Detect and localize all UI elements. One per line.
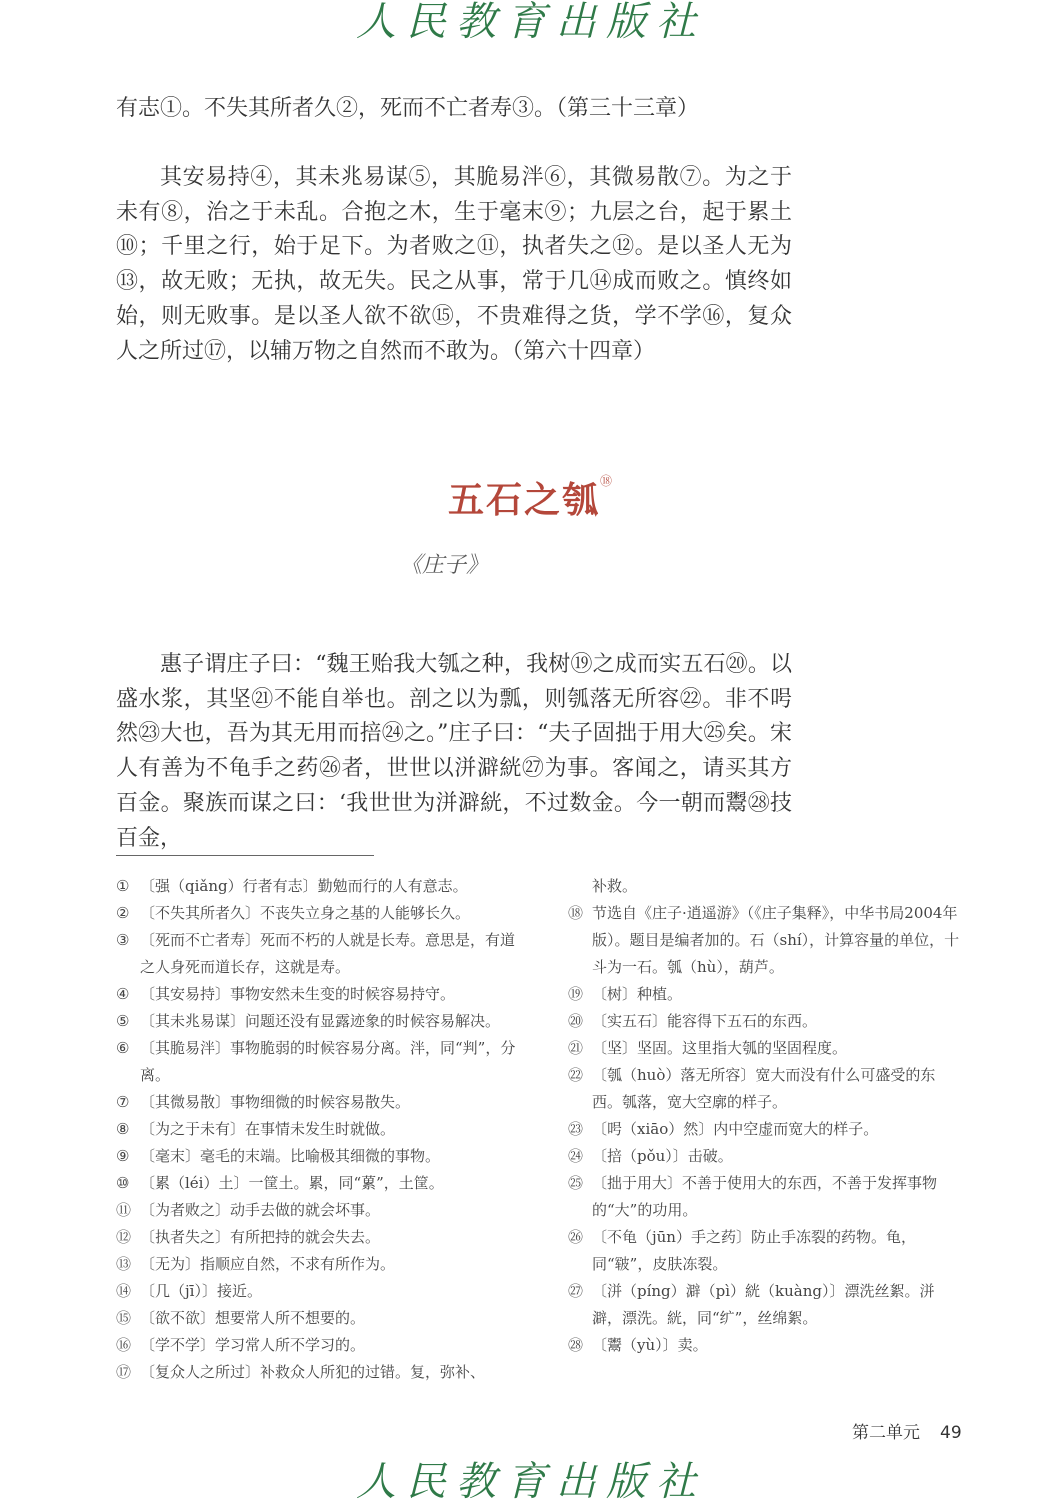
footnote-text: 〔洴（píng）澼（pì）絖（kuàng）〕漂洗丝絮。洴澼，漂洗。絖，同“纩”，丝绵絮。 xyxy=(592,1282,935,1327)
footnote-item xyxy=(116,1359,518,1386)
footnote-number: ⑳ xyxy=(568,1012,584,1030)
footnote-item xyxy=(116,1170,518,1197)
footnote-number: ㉔ xyxy=(568,1147,584,1165)
footnote-item xyxy=(116,900,518,927)
footnote-number: ㉗ xyxy=(568,1282,584,1300)
footnote-number: ⑥ xyxy=(116,1039,130,1057)
footnote-item xyxy=(568,1278,962,1332)
footnote-text: 〔欲不欲〕想要常人所不想要的。 xyxy=(140,1309,366,1327)
footnote-number: ㉒ xyxy=(568,1066,584,1084)
footnote-text: 〔几（jī）〕接近。 xyxy=(140,1282,262,1300)
footnote-number: ㉑ xyxy=(568,1039,584,1057)
footnote-number: ① xyxy=(116,877,130,895)
text-paragraph-2: 其安易持④，其未兆易谋⑤，其脆易泮⑥，其微易散⑦。为之于未有⑧，治之于未乱。合抱之木，生于毫末⑨；九层之台，起于累土⑩；千里之行，始于足下。为者败之⑪，执者失之⑫。是以圣人无为⑬，故无败；无执，故无失。民之从事，常于几⑭成而败之。慎终如始，则无败事。是以圣人欲不欲⑮，不贵难得之货，学不学⑯，复众人之所过⑰，以辅万物之自然而不敢为。（第六十四章） xyxy=(116,165,792,364)
footnote-text: 〔树〕种植。 xyxy=(592,985,683,1003)
footnote-number: ⑤ xyxy=(116,1012,130,1030)
footnote-item xyxy=(116,1332,518,1359)
footnote-number: ⑧ xyxy=(116,1120,130,1138)
footnote-text: 〔复众人之所过〕补救众人所犯的过错。复，弥补、 xyxy=(140,1363,486,1381)
footnote-number: ⑮ xyxy=(116,1309,132,1327)
footnote-item xyxy=(568,873,962,900)
footnote-text: 〔鬻（yù）〕卖。 xyxy=(592,1336,708,1354)
footnote-text: 〔执者失之〕有所把持的就会失去。 xyxy=(140,1228,381,1246)
footnote-text: 〔其未兆易谋〕问题还没有显露迹象的时候容易解决。 xyxy=(140,1012,501,1030)
footnote-number: ⑦ xyxy=(116,1093,130,1111)
source-author: 《庄子》 xyxy=(400,553,489,578)
page-number: 49 xyxy=(940,1423,962,1443)
footnote-item xyxy=(568,1170,962,1224)
footnote-text: 〔无为〕指顺应自然，不求有所作为。 xyxy=(140,1255,396,1273)
footnote-item xyxy=(568,1224,962,1278)
footnote-number: ⑱ xyxy=(568,904,584,922)
footnote-text: 〔掊（pǒu）〕击破。 xyxy=(592,1147,733,1165)
footnote-text: 〔不龟（jūn）手之药〕防止手冻裂的药物。龟，同“皲”，皮肤冻裂。 xyxy=(592,1228,916,1273)
footnote-text: 〔学不学〕学习常人所不学习的。 xyxy=(140,1336,366,1354)
footnote-item xyxy=(116,1089,518,1116)
section-title-text: 五石之瓠 xyxy=(447,479,600,521)
footnote-text: 〔为之于未有〕在事情未发生时就做。 xyxy=(140,1120,396,1138)
footnote-item xyxy=(116,1305,518,1332)
footnote-text: 〔拙于用大〕不善于使用大的东西，不善于发挥事物的“大”的功用。 xyxy=(592,1174,938,1219)
footnote-number xyxy=(568,873,592,900)
footnote-divider xyxy=(116,855,374,856)
footnotes-right-column xyxy=(568,873,962,1359)
footnote-item xyxy=(116,1116,518,1143)
footnote-item xyxy=(568,1008,962,1035)
publisher-watermark-bottom: 人民教育出版社 xyxy=(356,1459,706,1505)
footnote-item xyxy=(116,1008,518,1035)
footnote-number: ㉖ xyxy=(568,1228,584,1246)
footnote-item xyxy=(116,1035,518,1089)
footnote-number: ⑰ xyxy=(116,1363,132,1381)
footnote-text: 〔毫末〕毫毛的末端。比喻极其细微的事物。 xyxy=(140,1147,441,1165)
footnote-number: ⑬ xyxy=(116,1255,132,1273)
text-paragraph-3: 惠子谓庄子曰：“魏王贻我大瓠之种，我树⑲之成而实五石⑳。以盛水浆，其坚㉑不能自举也。剖之以为瓢，则瓠落无所容㉒。非不呺然㉓大也，吾为其无用而掊㉔之。”庄子曰：“夫子固拙于用大㉕矣。宋人有善为不龟手之药㉖者，世世以洴澼絖㉗为事。客闻之，请买其方百金。聚族而谋之曰：‘我世世为洴澼絖，不过数金。今一朝而鬻㉘技百金， xyxy=(116,652,792,851)
footnote-number: ⑨ xyxy=(116,1147,130,1165)
footnote-item xyxy=(568,900,962,981)
footnote-number: ③ xyxy=(116,931,130,949)
footnote-text: 〔强（qiǎng）行者有志〕勤勉而行的人有意志。 xyxy=(140,877,468,895)
footnote-number: ⑫ xyxy=(116,1228,132,1246)
footnote-text: 〔呺（xiāo）然〕内中空虚而宽大的样子。 xyxy=(592,1120,879,1138)
footnote-item xyxy=(116,1197,518,1224)
footnote-number: ㉘ xyxy=(568,1336,584,1354)
footnote-text: 节选自《庄子·逍遥游》（《庄子集释》，中华书局2004年版）。题目是编者加的。石（shí），计算容量的单位，十斗为一石。瓠（hù），葫芦。 xyxy=(592,904,960,976)
footnotes-left-column xyxy=(116,873,518,1386)
footnote-text: 〔死而不亡者寿〕死而不朽的人就是长寿。意思是，有道之人身死而道长存，这就是寿。 xyxy=(140,931,516,976)
footnote-text: 〔其微易散〕事物细微的时候容易散失。 xyxy=(140,1093,411,1111)
footnote-item xyxy=(116,1224,518,1251)
footnote-text: 〔瓠（huò）落无所容〕宽大而没有什么可盛受的东西。瓠落，宽大空廓的样子。 xyxy=(592,1066,936,1111)
footnote-number: ⑯ xyxy=(116,1336,132,1354)
footnote-item xyxy=(116,1251,518,1278)
footnote-number: ⑩ xyxy=(116,1174,130,1192)
footnote-item xyxy=(116,981,518,1008)
footnote-text: 补救。 xyxy=(592,877,638,895)
text-paragraph-1: 有志①。不失其所者久②，死而不亡者寿③。（第三十三章） xyxy=(116,96,700,121)
footnote-number: ⑭ xyxy=(116,1282,132,1300)
footnote-item xyxy=(568,1332,962,1359)
footnote-text: 〔累（léi）土〕一筐土。累，同“蔂”，土筐。 xyxy=(140,1174,444,1192)
footnote-number: ⑪ xyxy=(116,1201,132,1219)
footnote-text: 〔其脆易泮〕事物脆弱的时候容易分离。泮，同“判”，分离。 xyxy=(140,1039,516,1084)
footnote-number: ㉕ xyxy=(568,1174,584,1192)
unit-label: 第二单元 xyxy=(852,1423,920,1443)
footnote-text: 〔其安易持〕事物安然未生变的时候容易持守。 xyxy=(140,985,456,1003)
footnote-item xyxy=(568,1062,962,1116)
footnote-item xyxy=(568,1116,962,1143)
footnote-number: ② xyxy=(116,904,130,922)
footnote-item xyxy=(568,981,962,1008)
publisher-watermark-top: 人民教育出版社 xyxy=(356,0,706,45)
footnote-text: 〔为者败之〕动手去做的就会坏事。 xyxy=(140,1201,381,1219)
page-footer xyxy=(852,1418,982,1443)
footnote-text: 〔不失其所者久〕不丧失立身之基的人能够长久。 xyxy=(140,904,471,922)
footnote-item xyxy=(116,927,518,981)
footnote-number: ④ xyxy=(116,985,130,1003)
footnote-number: ㉓ xyxy=(568,1120,584,1138)
footnote-item xyxy=(116,873,518,900)
footnote-item xyxy=(116,1143,518,1170)
footnote-item xyxy=(568,1035,962,1062)
section-title xyxy=(0,472,1062,523)
footnote-item xyxy=(568,1143,962,1170)
section-title-footnote-mark: ⑱ xyxy=(600,474,615,488)
footnote-text: 〔实五石〕能容得下五石的东西。 xyxy=(592,1012,818,1030)
footnote-number: ⑲ xyxy=(568,985,584,1003)
footnote-text: 〔坚〕坚固。这里指大瓠的坚固程度。 xyxy=(592,1039,848,1057)
footnote-item xyxy=(116,1278,518,1305)
